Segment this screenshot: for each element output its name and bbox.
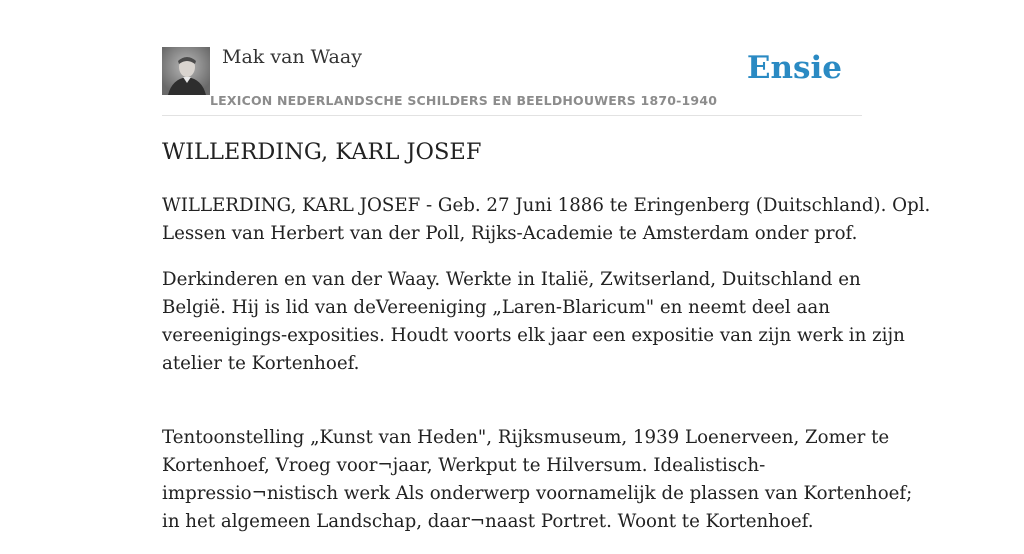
- page-container: [162, 0, 931, 532]
- brand-logo[interactable]: Ensie: [746, 50, 842, 86]
- paragraph-line: impressio¬nistisch werk Als onderwerp voornamelijk de plassen van Kortenhoef;: [162, 483, 913, 504]
- author-avatar[interactable]: [162, 47, 210, 95]
- paragraph-line: atelier te Kortenhoef.: [162, 353, 360, 374]
- paragraph-line: vereenigings-exposities. Houdt voorts elk jaar een expositie van zijn werk in zijn: [162, 325, 905, 346]
- source-title[interactable]: LEXICON NEDERLANDSCHE SCHILDERS EN BEELDHOUWERS 1870-1940: [210, 93, 718, 108]
- paragraph-spacer: [162, 378, 862, 406]
- article-body: [162, 192, 931, 554]
- article-paragraph: [162, 266, 905, 406]
- paragraph-line: Tentoonstelling „Kunst van Heden", Rijksmuseum, 1939 Loenerveen, Zomer te: [162, 427, 890, 448]
- article-paragraph: [162, 192, 931, 248]
- paragraph-line: Kortenhoef, Vroeg voor¬jaar, Werkput te Hilversum. Idealistisch-: [162, 455, 766, 476]
- paragraph-line: in het algemeen Landschap, daar¬naast Portret. Woont te Kortenhoef.: [162, 511, 814, 532]
- paragraph-line: Derkinderen en van der Waay. Werkte in Italië, Zwitserland, Duitschland en: [162, 269, 861, 290]
- author-name[interactable]: Mak van Waay: [222, 46, 362, 68]
- paragraph-line: België. Hij is lid van deVereeniging „Laren-Blaricum" en neemt deel aan: [162, 297, 830, 318]
- paragraph-line: WILLERDING, KARL JOSEF - Geb. 27 Juni 1886 te Eringenberg (Duitschland). Opl.: [162, 195, 931, 216]
- article-title: WILLERDING, KARL JOSEF: [162, 139, 482, 165]
- header-divider: [162, 115, 862, 116]
- article-paragraph: [162, 424, 913, 536]
- author-portrait-icon: [162, 47, 210, 95]
- paragraph-line: Lessen van Herbert van der Poll, Rijks-Academie te Amsterdam onder prof.: [162, 223, 858, 244]
